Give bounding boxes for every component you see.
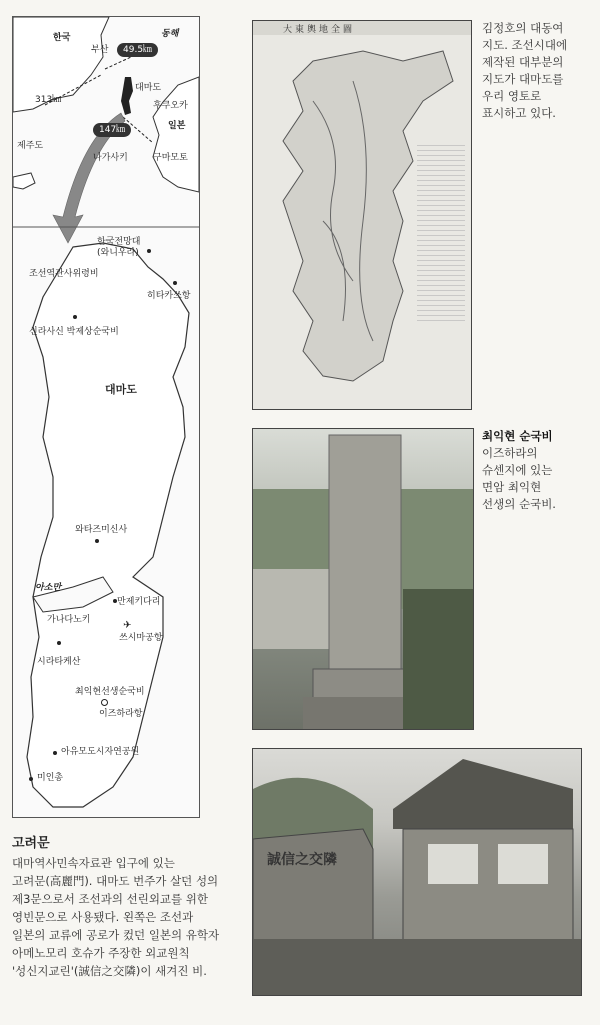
daedong-map-photo — [252, 20, 472, 410]
label-observatory-sub: (와니우라) — [97, 248, 139, 258]
daedong-map-caption — [482, 20, 567, 122]
caption-line: 일본의 교류에 공로가 컸던 일본의 유학자 — [12, 928, 220, 942]
label-nagasaki: 나가사키 — [93, 153, 128, 163]
dot-mijin — [29, 777, 33, 781]
caption-line: 이즈하라의 — [482, 446, 538, 460]
label-observatory: 한국전망대 — [97, 237, 141, 247]
map-title: 大東輿地全圖 — [283, 25, 356, 35]
jeju-island — [13, 173, 35, 189]
caption-line: '성신지교린'(誠信之交隣)이 새겨진 비. — [12, 964, 207, 978]
caption-line: 아메노모리 호슈가 주장한 외교원칙 — [12, 946, 190, 960]
caption-line: 지도. 조선시대에 — [482, 38, 568, 52]
dot-shiratake — [57, 641, 61, 645]
label-izuhara: 이즈하라항 — [99, 709, 143, 719]
label-tsushima-small: 대마도 — [135, 83, 162, 93]
label-hitakatsu: 히타카쓰항 — [147, 291, 191, 301]
label-aso-bay: 아소만 — [35, 583, 62, 593]
caption-line: 영빈문으로 사용됐다. 왼쪽은 조선과 — [12, 910, 194, 924]
caption-title: 최익현 순국비 — [482, 429, 553, 443]
label-airport: 쓰시마공항 — [119, 633, 163, 643]
choi-monument-caption — [482, 428, 556, 513]
map-legend-text — [417, 141, 465, 321]
label-313km: 313㎞ — [35, 95, 62, 105]
caption-line: 면암 최익현 — [482, 480, 542, 494]
label-tsushima-detail: 대마도 — [105, 383, 137, 396]
caption-title: 고려문 — [12, 836, 50, 851]
dot-choi-monument — [101, 699, 108, 706]
line-49 — [105, 57, 131, 69]
caption-line: 우리 영토로 — [482, 89, 542, 103]
distance-busan-badge: 49.5㎞ — [117, 43, 158, 57]
label-joseon-monument: 조선역관사위령비 — [29, 269, 99, 279]
caption-line: 선생의 순국비. — [482, 497, 556, 511]
distance-nagasaki-badge: 147㎞ — [93, 123, 131, 137]
goryeomun-photo — [252, 748, 582, 996]
label-ayumodoshi: 아유모도시자연공원 — [61, 747, 140, 757]
label-korea: 한국 — [53, 33, 71, 43]
caption-line: 김정호의 대동여 — [482, 21, 564, 35]
caption-line: 제작된 대부분의 — [482, 55, 564, 69]
label-fukuoka: 후쿠오카 — [153, 101, 188, 111]
label-shiratake: 시라타케산 — [37, 657, 81, 667]
dot-silla — [73, 315, 77, 319]
tsushima-small — [121, 77, 133, 115]
goryeomun-caption — [12, 836, 252, 980]
kyushu-landmass — [153, 77, 199, 192]
dot-observatory — [147, 249, 151, 253]
monument-illustration — [253, 429, 473, 729]
tsushima-map — [12, 16, 200, 818]
caption-line: 지도가 대마도를 — [482, 72, 564, 86]
label-watazumi: 와타즈미신사 — [75, 525, 128, 535]
dot-hitakatsu — [173, 281, 177, 285]
label-kumamoto: 구마모토 — [153, 153, 188, 163]
caption-line: 대마역사민속자료관 입구에 있는 — [12, 856, 175, 870]
label-choi-monument: 최익현선생순국비 — [75, 687, 145, 697]
caption-line: 고려문(高麗門). 대마도 번주가 살던 성의 — [12, 874, 219, 888]
map-graphics — [13, 17, 199, 817]
label-manzeki: 만제키다리 — [117, 597, 161, 607]
dot-watazumi — [95, 539, 99, 543]
dot-ayumodoshi — [53, 751, 57, 755]
airplane-icon: ✈ — [123, 620, 132, 631]
caption-line: 제3문으로서 조선과의 선린외교를 위한 — [12, 892, 209, 906]
label-japan: 일본 — [168, 121, 186, 131]
choi-monument-photo — [252, 428, 474, 730]
label-east-sea: 동해 — [161, 29, 179, 39]
gate-illustration — [253, 749, 581, 995]
label-silla-monument: 신라사신 박제상순국비 — [29, 327, 119, 337]
label-ganadanoki: 가나다노키 — [47, 615, 91, 625]
label-jeju: 제주도 — [17, 141, 44, 151]
label-mijin: 미인총 — [37, 773, 64, 783]
caption-line: 표시하고 있다. — [482, 106, 556, 120]
label-busan: 부산 — [91, 45, 109, 55]
caption-line: 슈센지에 있는 — [482, 463, 553, 477]
dot-manzeki — [113, 599, 117, 603]
gate-inscription: 誠信之交隣 — [267, 852, 337, 868]
